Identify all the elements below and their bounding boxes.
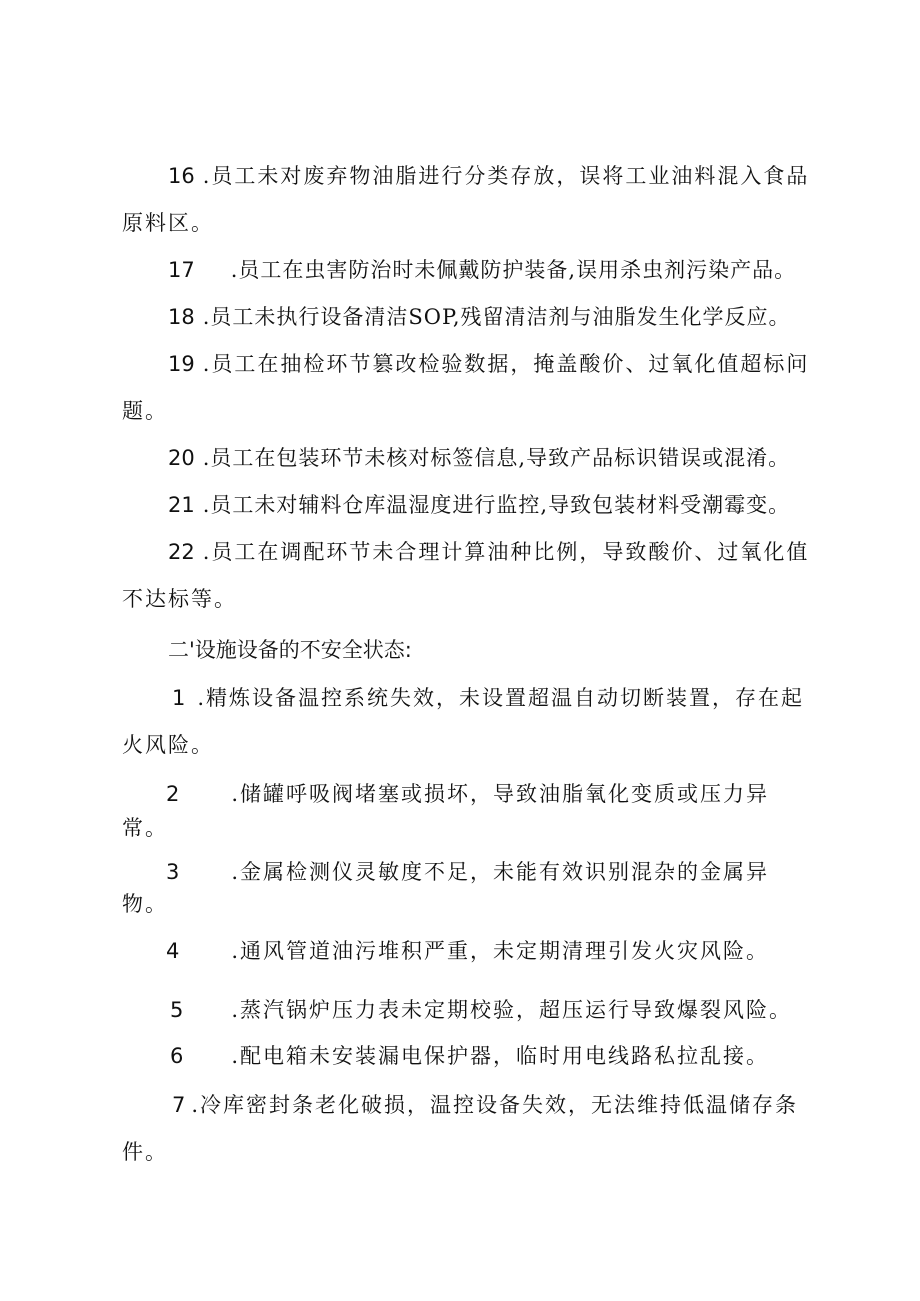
list-item-20 bbox=[168, 444, 790, 472]
item-text: .员工在虫害防治时未佩戴防护装备,误用杀虫剂污染产品。 bbox=[230, 258, 797, 282]
item-text-continued: 火风险。 bbox=[122, 733, 214, 757]
list-item-17 bbox=[168, 256, 796, 284]
item-number: 4 bbox=[166, 939, 180, 963]
list-item-3 bbox=[166, 858, 769, 886]
item-number: 2 bbox=[166, 782, 180, 806]
item-text-continued: 常。 bbox=[122, 816, 168, 840]
item-text: .配电箱未安装漏电保护器，临时用电线路私拉乱接。 bbox=[231, 1044, 770, 1068]
list-item-4 bbox=[166, 937, 769, 965]
item-number: 1 bbox=[172, 686, 186, 710]
item-text-continued: 原料区。 bbox=[122, 211, 214, 235]
item-number: 20 bbox=[168, 446, 195, 470]
item-text: .员工在抽检环节篡改检验数据，掩盖酸价、过氧化值超标问 bbox=[202, 352, 810, 376]
item-number: 18 bbox=[168, 305, 195, 329]
item-text: .通风管道油污堆积严重，未定期清理引发火灾风险。 bbox=[231, 939, 770, 963]
list-item-22-continuation bbox=[122, 585, 237, 613]
list-item-18 bbox=[168, 303, 791, 331]
list-item-21 bbox=[168, 491, 790, 519]
list-item-1 bbox=[172, 684, 804, 712]
list-item-16 bbox=[168, 162, 809, 190]
item-number: 16 bbox=[168, 164, 195, 188]
item-text: .冷库密封条老化破损，温控设备失效，无法维持低温储存条 bbox=[191, 1093, 799, 1117]
item-text-continued: 物。 bbox=[122, 892, 168, 916]
list-item-3-continuation bbox=[122, 890, 168, 918]
item-text-continued: 题。 bbox=[122, 399, 168, 423]
item-text: .精炼设备温控系统失效，未设置超温自动切断装置，存在起 bbox=[197, 686, 805, 710]
list-item-5 bbox=[170, 996, 792, 1024]
list-item-22 bbox=[168, 538, 809, 566]
item-text: .员工未对废弃物油脂进行分类存放，误将工业油料混入食品 bbox=[202, 164, 810, 188]
item-text: .蒸汽锅炉压力表未定期校验，超压运行导致爆裂风险。 bbox=[231, 998, 793, 1022]
list-item-7 bbox=[172, 1091, 798, 1119]
list-item-16-continuation bbox=[122, 209, 214, 237]
item-text-continued: 件。 bbox=[122, 1140, 168, 1164]
section-heading: 二'设施设备的不安全状态: bbox=[168, 638, 412, 662]
item-number: 7 bbox=[172, 1093, 186, 1117]
item-number: 19 bbox=[168, 352, 195, 376]
item-number: 5 bbox=[170, 998, 184, 1022]
list-item-2 bbox=[166, 780, 769, 808]
list-item-19-continuation bbox=[122, 397, 168, 425]
item-text: .员工在调配环节未合理计算油种比例，导致酸价、过氧化值 bbox=[202, 540, 810, 564]
list-item-1-continuation bbox=[122, 731, 214, 759]
item-number: 17 bbox=[168, 258, 195, 282]
item-text-continued: 不达标等。 bbox=[122, 587, 237, 611]
list-item-6 bbox=[170, 1042, 769, 1070]
list-item-19 bbox=[168, 350, 809, 378]
list-item-2-continuation bbox=[122, 814, 168, 842]
item-text: .员工未对辅料仓库温湿度进行监控,导致包装材料受潮霉变。 bbox=[202, 493, 791, 517]
item-number: 22 bbox=[168, 540, 195, 564]
item-text: .金属检测仪灵敏度不足，未能有效识别混杂的金属异 bbox=[231, 860, 770, 884]
list-item-7-continuation bbox=[122, 1138, 168, 1166]
item-text: .员工未执行设备清洁SOP,残留清洁剂与油脂发生化学反应。 bbox=[202, 305, 791, 329]
item-number: 21 bbox=[168, 493, 195, 517]
item-number: 3 bbox=[166, 860, 180, 884]
item-text: .储罐呼吸阀堵塞或损坏，导致油脂氧化变质或压力异 bbox=[231, 782, 770, 806]
item-number: 6 bbox=[170, 1044, 184, 1068]
item-text: .员工在包装环节未核对标签信息,导致产品标识错误或混淆。 bbox=[202, 446, 791, 470]
